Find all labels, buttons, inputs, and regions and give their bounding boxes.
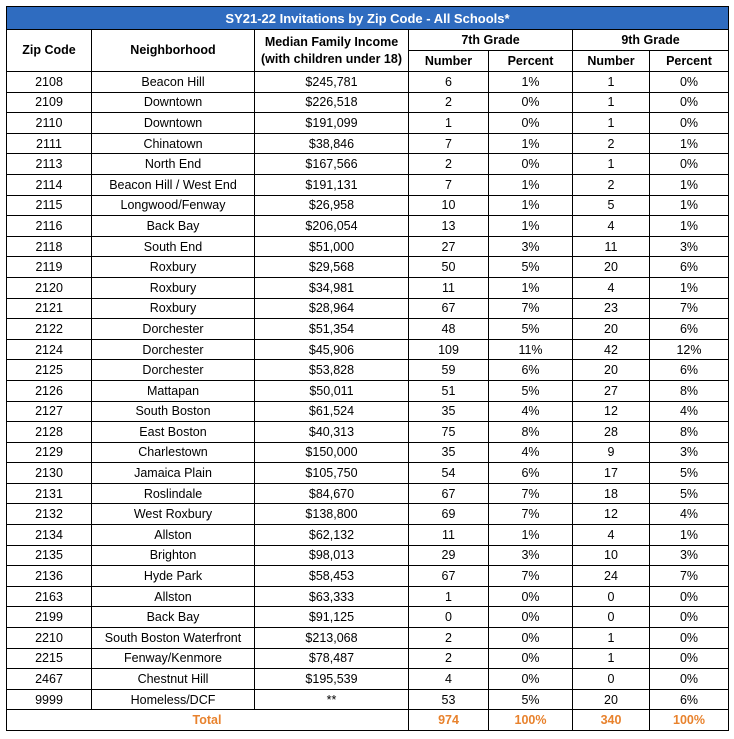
zip-code-cell: 2135 [7, 545, 92, 566]
median-income-cell: $167,566 [255, 154, 409, 175]
table-row [7, 257, 729, 278]
header-9th-grade: 9th Grade [573, 30, 729, 51]
7th-percent-cell: 4% [489, 401, 573, 422]
table-row [7, 463, 729, 484]
zip-code-cell: 2134 [7, 525, 92, 546]
table-row [7, 339, 729, 360]
median-income-cell: $53,828 [255, 360, 409, 381]
7th-percent-cell: 0% [489, 154, 573, 175]
table-row [7, 277, 729, 298]
zip-code-cell: 2121 [7, 298, 92, 319]
9th-number-cell: 2 [573, 174, 650, 195]
total-row [7, 710, 729, 731]
total-9th-percent: 100% [650, 710, 729, 731]
neighborhood-cell: South Boston Waterfront [92, 628, 255, 649]
median-income-cell: $50,011 [255, 380, 409, 401]
9th-percent-cell: 7% [650, 298, 729, 319]
7th-number-cell: 2 [409, 628, 489, 649]
total-empty-income [255, 710, 409, 731]
median-income-cell: $63,333 [255, 586, 409, 607]
median-income-cell: $191,099 [255, 113, 409, 134]
9th-percent-cell: 1% [650, 195, 729, 216]
neighborhood-cell: Back Bay [92, 216, 255, 237]
median-income-cell: $40,313 [255, 422, 409, 443]
9th-number-cell: 20 [573, 360, 650, 381]
9th-number-cell: 1 [573, 648, 650, 669]
7th-number-cell: 4 [409, 669, 489, 690]
table-row [7, 174, 729, 195]
9th-percent-cell: 4% [650, 401, 729, 422]
9th-percent-cell: 8% [650, 422, 729, 443]
7th-number-cell: 13 [409, 216, 489, 237]
zip-code-cell: 2122 [7, 319, 92, 340]
9th-number-cell: 5 [573, 195, 650, 216]
7th-number-cell: 67 [409, 483, 489, 504]
7th-percent-cell: 7% [489, 566, 573, 587]
9th-percent-cell: 8% [650, 380, 729, 401]
7th-number-cell: 27 [409, 236, 489, 257]
9th-number-cell: 2 [573, 133, 650, 154]
9th-percent-cell: 7% [650, 566, 729, 587]
median-income-cell: $191,131 [255, 174, 409, 195]
9th-percent-cell: 0% [650, 669, 729, 690]
header-9th-number: Number [573, 51, 650, 72]
7th-number-cell: 75 [409, 422, 489, 443]
neighborhood-cell: Mattapan [92, 380, 255, 401]
9th-number-cell: 4 [573, 216, 650, 237]
7th-number-cell: 2 [409, 648, 489, 669]
neighborhood-cell: Beacon Hill / West End [92, 174, 255, 195]
total-7th-number: 974 [409, 710, 489, 731]
table-row [7, 319, 729, 340]
zip-code-cell: 2114 [7, 174, 92, 195]
7th-percent-cell: 1% [489, 525, 573, 546]
zip-code-cell: 2131 [7, 483, 92, 504]
table-row [7, 483, 729, 504]
median-income-cell: $51,354 [255, 319, 409, 340]
neighborhood-cell: Longwood/Fenway [92, 195, 255, 216]
median-income-cell: $51,000 [255, 236, 409, 257]
median-income-cell: $26,958 [255, 195, 409, 216]
table-body [7, 72, 729, 710]
table-row [7, 669, 729, 690]
7th-percent-cell: 7% [489, 483, 573, 504]
7th-number-cell: 6 [409, 72, 489, 93]
neighborhood-cell: Jamaica Plain [92, 463, 255, 484]
9th-number-cell: 4 [573, 525, 650, 546]
9th-number-cell: 18 [573, 483, 650, 504]
7th-number-cell: 35 [409, 442, 489, 463]
9th-percent-cell: 1% [650, 174, 729, 195]
7th-percent-cell: 7% [489, 504, 573, 525]
neighborhood-cell: East Boston [92, 422, 255, 443]
neighborhood-cell: Roslindale [92, 483, 255, 504]
table-row [7, 422, 729, 443]
median-income-cell: $45,906 [255, 339, 409, 360]
median-income-cell: $78,487 [255, 648, 409, 669]
9th-percent-cell: 3% [650, 236, 729, 257]
median-income-cell: $245,781 [255, 72, 409, 93]
neighborhood-cell: Dorchester [92, 319, 255, 340]
table-row [7, 525, 729, 546]
table-row [7, 628, 729, 649]
total-spacer [7, 710, 92, 731]
header-9th-percent: Percent [650, 51, 729, 72]
7th-percent-cell: 1% [489, 133, 573, 154]
9th-number-cell: 17 [573, 463, 650, 484]
7th-number-cell: 67 [409, 566, 489, 587]
total-label: Total [192, 713, 222, 728]
header-neighborhood: Neighborhood [92, 30, 255, 72]
7th-number-cell: 50 [409, 257, 489, 278]
table-row [7, 195, 729, 216]
neighborhood-cell: Homeless/DCF [92, 689, 255, 710]
neighborhood-cell: Roxbury [92, 298, 255, 319]
table-row [7, 298, 729, 319]
9th-percent-cell: 1% [650, 277, 729, 298]
neighborhood-cell: Hyde Park [92, 566, 255, 587]
7th-number-cell: 69 [409, 504, 489, 525]
zip-code-cell: 2125 [7, 360, 92, 381]
zip-code-cell: 2116 [7, 216, 92, 237]
9th-percent-cell: 5% [650, 483, 729, 504]
7th-percent-cell: 8% [489, 422, 573, 443]
zip-code-cell: 2108 [7, 72, 92, 93]
9th-percent-cell: 3% [650, 545, 729, 566]
neighborhood-cell: South Boston [92, 401, 255, 422]
median-income-cell: $29,568 [255, 257, 409, 278]
table-row [7, 566, 729, 587]
zip-code-cell: 2132 [7, 504, 92, 525]
neighborhood-cell: Downtown [92, 113, 255, 134]
neighborhood-cell: South End [92, 236, 255, 257]
median-income-cell: $28,964 [255, 298, 409, 319]
table-row [7, 72, 729, 93]
9th-percent-cell: 0% [650, 607, 729, 628]
7th-percent-cell: 1% [489, 195, 573, 216]
table-row [7, 380, 729, 401]
median-income-cell: $84,670 [255, 483, 409, 504]
9th-number-cell: 1 [573, 72, 650, 93]
9th-number-cell: 27 [573, 380, 650, 401]
7th-number-cell: 11 [409, 525, 489, 546]
7th-percent-cell: 7% [489, 298, 573, 319]
table-title: SY21-22 Invitations by Zip Code - All Schools* [7, 7, 729, 30]
median-income-cell: $150,000 [255, 442, 409, 463]
7th-percent-cell: 0% [489, 648, 573, 669]
9th-percent-cell: 0% [650, 628, 729, 649]
9th-number-cell: 23 [573, 298, 650, 319]
header-zip-code: Zip Code [7, 30, 92, 72]
9th-number-cell: 24 [573, 566, 650, 587]
9th-number-cell: 0 [573, 607, 650, 628]
table-row [7, 607, 729, 628]
7th-number-cell: 53 [409, 689, 489, 710]
7th-percent-cell: 4% [489, 442, 573, 463]
header-7th-number: Number [409, 51, 489, 72]
header-7th-percent: Percent [489, 51, 573, 72]
9th-percent-cell: 12% [650, 339, 729, 360]
zip-code-cell: 2210 [7, 628, 92, 649]
table-row [7, 401, 729, 422]
neighborhood-cell: Dorchester [92, 339, 255, 360]
table-row [7, 689, 729, 710]
9th-percent-cell: 1% [650, 133, 729, 154]
9th-number-cell: 4 [573, 277, 650, 298]
7th-number-cell: 29 [409, 545, 489, 566]
9th-percent-cell: 6% [650, 689, 729, 710]
7th-number-cell: 11 [409, 277, 489, 298]
median-income-cell: $226,518 [255, 92, 409, 113]
header-7th-grade: 7th Grade [409, 30, 573, 51]
zip-code-cell: 2129 [7, 442, 92, 463]
median-income-cell: $195,539 [255, 669, 409, 690]
7th-number-cell: 109 [409, 339, 489, 360]
median-income-cell: ** [255, 689, 409, 710]
neighborhood-cell: Dorchester [92, 360, 255, 381]
zip-code-cell: 2130 [7, 463, 92, 484]
neighborhood-cell: Beacon Hill [92, 72, 255, 93]
neighborhood-cell: Allston [92, 525, 255, 546]
neighborhood-cell: Allston [92, 586, 255, 607]
9th-percent-cell: 6% [650, 257, 729, 278]
zip-code-cell: 2111 [7, 133, 92, 154]
7th-percent-cell: 6% [489, 463, 573, 484]
9th-number-cell: 28 [573, 422, 650, 443]
median-income-cell: $138,800 [255, 504, 409, 525]
7th-number-cell: 1 [409, 113, 489, 134]
9th-percent-cell: 3% [650, 442, 729, 463]
table-row [7, 504, 729, 525]
9th-percent-cell: 6% [650, 360, 729, 381]
7th-number-cell: 1 [409, 586, 489, 607]
9th-number-cell: 0 [573, 669, 650, 690]
7th-number-cell: 10 [409, 195, 489, 216]
zip-code-cell: 2215 [7, 648, 92, 669]
zip-code-cell: 2127 [7, 401, 92, 422]
table-row [7, 586, 729, 607]
zip-code-cell: 9999 [7, 689, 92, 710]
9th-percent-cell: 0% [650, 92, 729, 113]
9th-number-cell: 42 [573, 339, 650, 360]
9th-number-cell: 20 [573, 319, 650, 340]
zip-code-cell: 2199 [7, 607, 92, 628]
7th-percent-cell: 1% [489, 72, 573, 93]
table-row [7, 442, 729, 463]
7th-number-cell: 67 [409, 298, 489, 319]
median-income-cell: $38,846 [255, 133, 409, 154]
9th-percent-cell: 5% [650, 463, 729, 484]
neighborhood-cell: Roxbury [92, 257, 255, 278]
7th-number-cell: 54 [409, 463, 489, 484]
neighborhood-cell: Chestnut Hill [92, 669, 255, 690]
zip-code-cell: 2126 [7, 380, 92, 401]
7th-number-cell: 7 [409, 133, 489, 154]
7th-percent-cell: 3% [489, 236, 573, 257]
7th-number-cell: 2 [409, 92, 489, 113]
7th-percent-cell: 5% [489, 257, 573, 278]
7th-number-cell: 7 [409, 174, 489, 195]
9th-number-cell: 11 [573, 236, 650, 257]
9th-number-cell: 12 [573, 504, 650, 525]
median-income-cell: $34,981 [255, 277, 409, 298]
zip-code-cell: 2124 [7, 339, 92, 360]
table-row [7, 113, 729, 134]
7th-percent-cell: 0% [489, 628, 573, 649]
table-row [7, 545, 729, 566]
9th-percent-cell: 0% [650, 72, 729, 93]
neighborhood-cell: Charlestown [92, 442, 255, 463]
table-row [7, 648, 729, 669]
total-7th-percent: 100% [489, 710, 573, 731]
zip-code-cell: 2118 [7, 236, 92, 257]
9th-percent-cell: 0% [650, 154, 729, 175]
median-income-cell: $213,068 [255, 628, 409, 649]
zip-code-cell: 2128 [7, 422, 92, 443]
median-income-cell: $105,750 [255, 463, 409, 484]
median-income-cell: $98,013 [255, 545, 409, 566]
zip-code-cell: 2115 [7, 195, 92, 216]
header-income-line2: (with children under 18) [261, 51, 402, 66]
7th-percent-cell: 0% [489, 669, 573, 690]
7th-number-cell: 2 [409, 154, 489, 175]
9th-number-cell: 20 [573, 257, 650, 278]
table-row [7, 92, 729, 113]
7th-number-cell: 0 [409, 607, 489, 628]
9th-percent-cell: 0% [650, 113, 729, 134]
7th-percent-cell: 0% [489, 586, 573, 607]
7th-number-cell: 35 [409, 401, 489, 422]
7th-number-cell: 59 [409, 360, 489, 381]
median-income-cell: $61,524 [255, 401, 409, 422]
7th-number-cell: 48 [409, 319, 489, 340]
7th-percent-cell: 5% [489, 319, 573, 340]
neighborhood-cell: Chinatown [92, 133, 255, 154]
header-median-income [255, 30, 409, 72]
zip-code-cell: 2109 [7, 92, 92, 113]
zip-code-cell: 2136 [7, 566, 92, 587]
neighborhood-cell: Downtown [92, 92, 255, 113]
median-income-cell: $62,132 [255, 525, 409, 546]
7th-percent-cell: 1% [489, 216, 573, 237]
9th-number-cell: 10 [573, 545, 650, 566]
neighborhood-cell: North End [92, 154, 255, 175]
7th-percent-cell: 0% [489, 92, 573, 113]
zip-code-cell: 2467 [7, 669, 92, 690]
9th-number-cell: 1 [573, 628, 650, 649]
zip-code-cell: 2119 [7, 257, 92, 278]
table-row [7, 133, 729, 154]
total-label-cell [92, 710, 255, 731]
7th-percent-cell: 1% [489, 174, 573, 195]
zip-code-cell: 2120 [7, 277, 92, 298]
9th-percent-cell: 0% [650, 648, 729, 669]
median-income-cell: $91,125 [255, 607, 409, 628]
9th-percent-cell: 4% [650, 504, 729, 525]
total-9th-number: 340 [573, 710, 650, 731]
7th-percent-cell: 0% [489, 607, 573, 628]
zip-code-cell: 2110 [7, 113, 92, 134]
table-row [7, 360, 729, 381]
7th-percent-cell: 5% [489, 689, 573, 710]
zip-code-cell: 2113 [7, 154, 92, 175]
neighborhood-cell: Roxbury [92, 277, 255, 298]
neighborhood-cell: Brighton [92, 545, 255, 566]
9th-percent-cell: 1% [650, 525, 729, 546]
table-row [7, 236, 729, 257]
9th-number-cell: 9 [573, 442, 650, 463]
7th-number-cell: 51 [409, 380, 489, 401]
9th-number-cell: 1 [573, 154, 650, 175]
neighborhood-cell: Back Bay [92, 607, 255, 628]
7th-percent-cell: 0% [489, 113, 573, 134]
9th-number-cell: 1 [573, 113, 650, 134]
9th-number-cell: 1 [573, 92, 650, 113]
neighborhood-cell: Fenway/Kenmore [92, 648, 255, 669]
table-row [7, 154, 729, 175]
7th-percent-cell: 5% [489, 380, 573, 401]
9th-percent-cell: 1% [650, 216, 729, 237]
9th-percent-cell: 0% [650, 586, 729, 607]
9th-percent-cell: 6% [650, 319, 729, 340]
7th-percent-cell: 11% [489, 339, 573, 360]
table-row [7, 216, 729, 237]
7th-percent-cell: 1% [489, 277, 573, 298]
neighborhood-cell: West Roxbury [92, 504, 255, 525]
header-income-line1: Median Family Income [264, 35, 399, 50]
9th-number-cell: 0 [573, 586, 650, 607]
9th-number-cell: 12 [573, 401, 650, 422]
9th-number-cell: 20 [573, 689, 650, 710]
median-income-cell: $206,054 [255, 216, 409, 237]
7th-percent-cell: 6% [489, 360, 573, 381]
7th-percent-cell: 3% [489, 545, 573, 566]
zip-code-cell: 2163 [7, 586, 92, 607]
median-income-cell: $58,453 [255, 566, 409, 587]
invitations-table [6, 6, 729, 731]
